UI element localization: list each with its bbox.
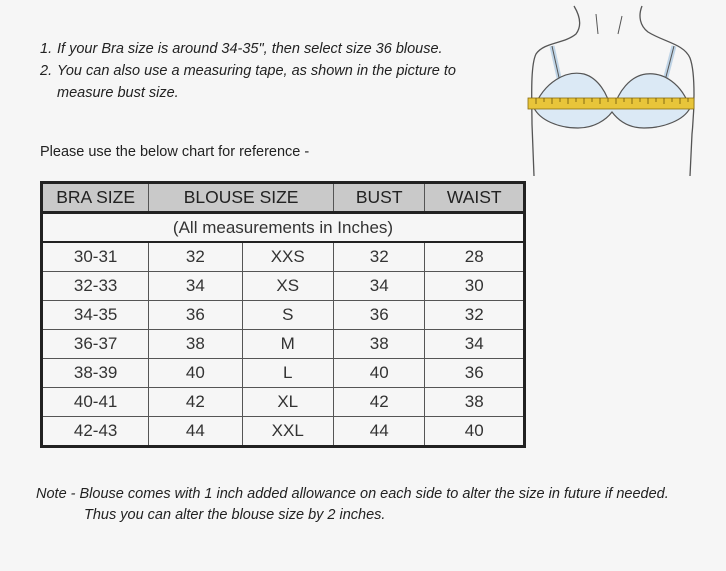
bust-cell: 40 — [333, 359, 425, 388]
blouse-size-letter-cell: XL — [242, 388, 333, 417]
bra-size-cell: 38-39 — [42, 359, 149, 388]
blouse-size-letter-cell: L — [242, 359, 333, 388]
units-note: (All measurements in Inches) — [42, 213, 525, 243]
header-waist: WAIST — [425, 183, 525, 213]
waist-cell: 40 — [425, 417, 525, 447]
blouse-size-number-cell: 42 — [149, 388, 242, 417]
waist-cell: 32 — [425, 301, 525, 330]
bra-size-cell: 30-31 — [42, 242, 149, 272]
note-line-2: Thus you can alter the blouse size by 2 inches. — [84, 507, 386, 523]
blouse-size-number-cell: 32 — [149, 242, 242, 272]
table-row — [42, 330, 525, 359]
bust-cell: 44 — [333, 417, 425, 447]
instruction-text: If your Bra size is around 34-35", then select size 36 blouse. — [57, 41, 443, 57]
bust-cell: 42 — [333, 388, 425, 417]
header-blouse-size: BLOUSE SIZE — [149, 183, 334, 213]
table-header-row — [42, 183, 525, 213]
blouse-size-number-cell: 36 — [149, 301, 242, 330]
bra-size-cell: 32-33 — [42, 272, 149, 301]
blouse-size-number-cell: 44 — [149, 417, 242, 447]
waist-cell: 38 — [425, 388, 525, 417]
blouse-size-letter-cell: XS — [242, 272, 333, 301]
blouse-size-number-cell: 38 — [149, 330, 242, 359]
table-row — [42, 301, 525, 330]
blouse-size-letter-cell: XXL — [242, 417, 333, 447]
table-row — [42, 242, 525, 272]
table-row — [42, 388, 525, 417]
waist-cell: 28 — [425, 242, 525, 272]
instruction-number: 2. — [40, 63, 53, 79]
header-bust: BUST — [333, 183, 425, 213]
instruction-item — [40, 60, 500, 104]
bra-size-cell: 42-43 — [42, 417, 149, 447]
size-chart-table — [40, 181, 526, 448]
bust-cell: 38 — [333, 330, 425, 359]
instructions-list — [40, 38, 500, 104]
instruction-number: 1. — [40, 41, 53, 57]
bust-cell: 34 — [333, 272, 425, 301]
bust-cell: 36 — [333, 301, 425, 330]
waist-cell: 34 — [425, 330, 525, 359]
note-line-1: Note - Blouse comes with 1 inch added allowance on each side to alter the size in future if needed. — [36, 486, 669, 502]
bra-size-cell: 40-41 — [42, 388, 149, 417]
blouse-size-number-cell: 34 — [149, 272, 242, 301]
instruction-text: You can also use a measuring tape, as shown in the picture to measure bust size. — [57, 63, 456, 101]
bra-size-cell: 34-35 — [42, 301, 149, 330]
waist-cell: 30 — [425, 272, 525, 301]
header-bra-size: BRA SIZE — [42, 183, 149, 213]
bra-size-cell: 36-37 — [42, 330, 149, 359]
waist-cell: 36 — [425, 359, 525, 388]
allowance-note — [36, 484, 716, 526]
bust-cell: 32 — [333, 242, 425, 272]
blouse-size-letter-cell: S — [242, 301, 333, 330]
blouse-size-letter-cell: M — [242, 330, 333, 359]
chart-reference-text: Please use the below chart for reference - — [40, 144, 310, 160]
table-row — [42, 417, 525, 447]
table-row — [42, 359, 525, 388]
table-row — [42, 272, 525, 301]
bra-measuring-tape-illustration — [524, 4, 700, 184]
units-row — [42, 213, 525, 243]
blouse-size-letter-cell: XXS — [242, 242, 333, 272]
instruction-item — [40, 38, 500, 60]
blouse-size-number-cell: 40 — [149, 359, 242, 388]
